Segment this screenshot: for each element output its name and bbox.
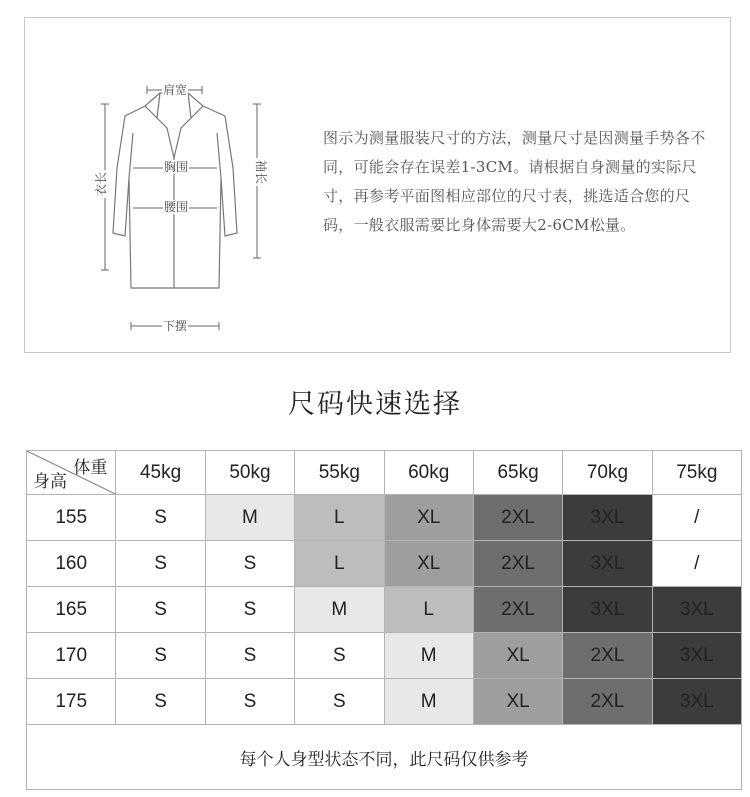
size-chart-title: 尺码快速选择: [288, 389, 462, 420]
size-cell: 2XL: [473, 541, 562, 587]
table-row: [27, 679, 742, 725]
size-cell: S: [295, 679, 384, 725]
weight-header: 50kg: [205, 451, 294, 495]
size-cell: 3XL: [652, 633, 741, 679]
size-cell: M: [384, 633, 473, 679]
weight-header: 70kg: [563, 451, 652, 495]
size-cell: S: [205, 587, 294, 633]
size-cell: M: [295, 587, 384, 633]
weight-header: 55kg: [295, 451, 384, 495]
footer-row: [27, 725, 742, 790]
size-cell: L: [384, 587, 473, 633]
height-cell: 170: [27, 633, 116, 679]
size-cell: S: [116, 495, 205, 541]
height-cell: 175: [27, 679, 116, 725]
measurement-description: 图示为测量服装尺寸的方法，测量尺寸是因测量手势各不同，可能会存在误差1-3CM。请根据自身测量的实际尺寸，再参考平面图相应部位的尺寸表，挑选适合您的尺码，一般衣服需要比身体需要大2-6CM松量。: [323, 129, 706, 234]
hem-label: 下摆: [162, 319, 188, 333]
weight-header-row: [27, 451, 742, 495]
size-cell: /: [652, 495, 741, 541]
sleeve-label: 袖长: [254, 159, 268, 185]
weight-header: 60kg: [384, 451, 473, 495]
chest-label: 胸围: [163, 160, 189, 174]
size-disclaimer: 每个人身型状态不同，此尺码仅供参考: [27, 725, 742, 790]
height-cell: 160: [27, 541, 116, 587]
size-cell: M: [205, 495, 294, 541]
table-row: [27, 633, 742, 679]
table-row: [27, 541, 742, 587]
size-cell: XL: [384, 541, 473, 587]
size-cell: 2XL: [563, 633, 652, 679]
table-row: [27, 495, 742, 541]
size-cell: S: [295, 633, 384, 679]
weight-header: 75kg: [652, 451, 741, 495]
size-cell: 3XL: [652, 587, 741, 633]
size-cell: /: [652, 541, 741, 587]
weight-header: 45kg: [116, 451, 205, 495]
corner-height-label: 身高: [33, 472, 67, 492]
size-cell: S: [116, 587, 205, 633]
size-cell: S: [116, 679, 205, 725]
size-cell: XL: [473, 679, 562, 725]
size-cell: 2XL: [473, 587, 562, 633]
shoulder-label: 肩宽: [162, 83, 188, 97]
size-cell: XL: [384, 495, 473, 541]
size-cell: 3XL: [652, 679, 741, 725]
size-cell: S: [116, 541, 205, 587]
weight-header: 65kg: [473, 451, 562, 495]
size-cell: L: [295, 541, 384, 587]
size-cell: 2XL: [473, 495, 562, 541]
waist-label: 腰围: [163, 200, 189, 214]
length-label: 衣长: [94, 171, 108, 197]
corner-weight-label: 体重: [73, 458, 108, 478]
corner-cell: [27, 451, 116, 495]
height-cell: 155: [27, 495, 116, 541]
size-cell: S: [205, 633, 294, 679]
size-cell: L: [295, 495, 384, 541]
size-cell: 2XL: [563, 679, 652, 725]
height-cell: 165: [27, 587, 116, 633]
measurement-guide-panel: [24, 17, 731, 353]
size-cell: 3XL: [563, 495, 652, 541]
table-row: [27, 587, 742, 633]
size-cell: 3XL: [563, 587, 652, 633]
size-cell: 3XL: [563, 541, 652, 587]
coat-diagram: [85, 58, 268, 348]
size-cell: S: [116, 633, 205, 679]
size-chart-table: [26, 450, 742, 790]
size-cell: M: [384, 679, 473, 725]
size-cell: S: [205, 541, 294, 587]
size-cell: XL: [473, 633, 562, 679]
size-cell: S: [205, 679, 294, 725]
